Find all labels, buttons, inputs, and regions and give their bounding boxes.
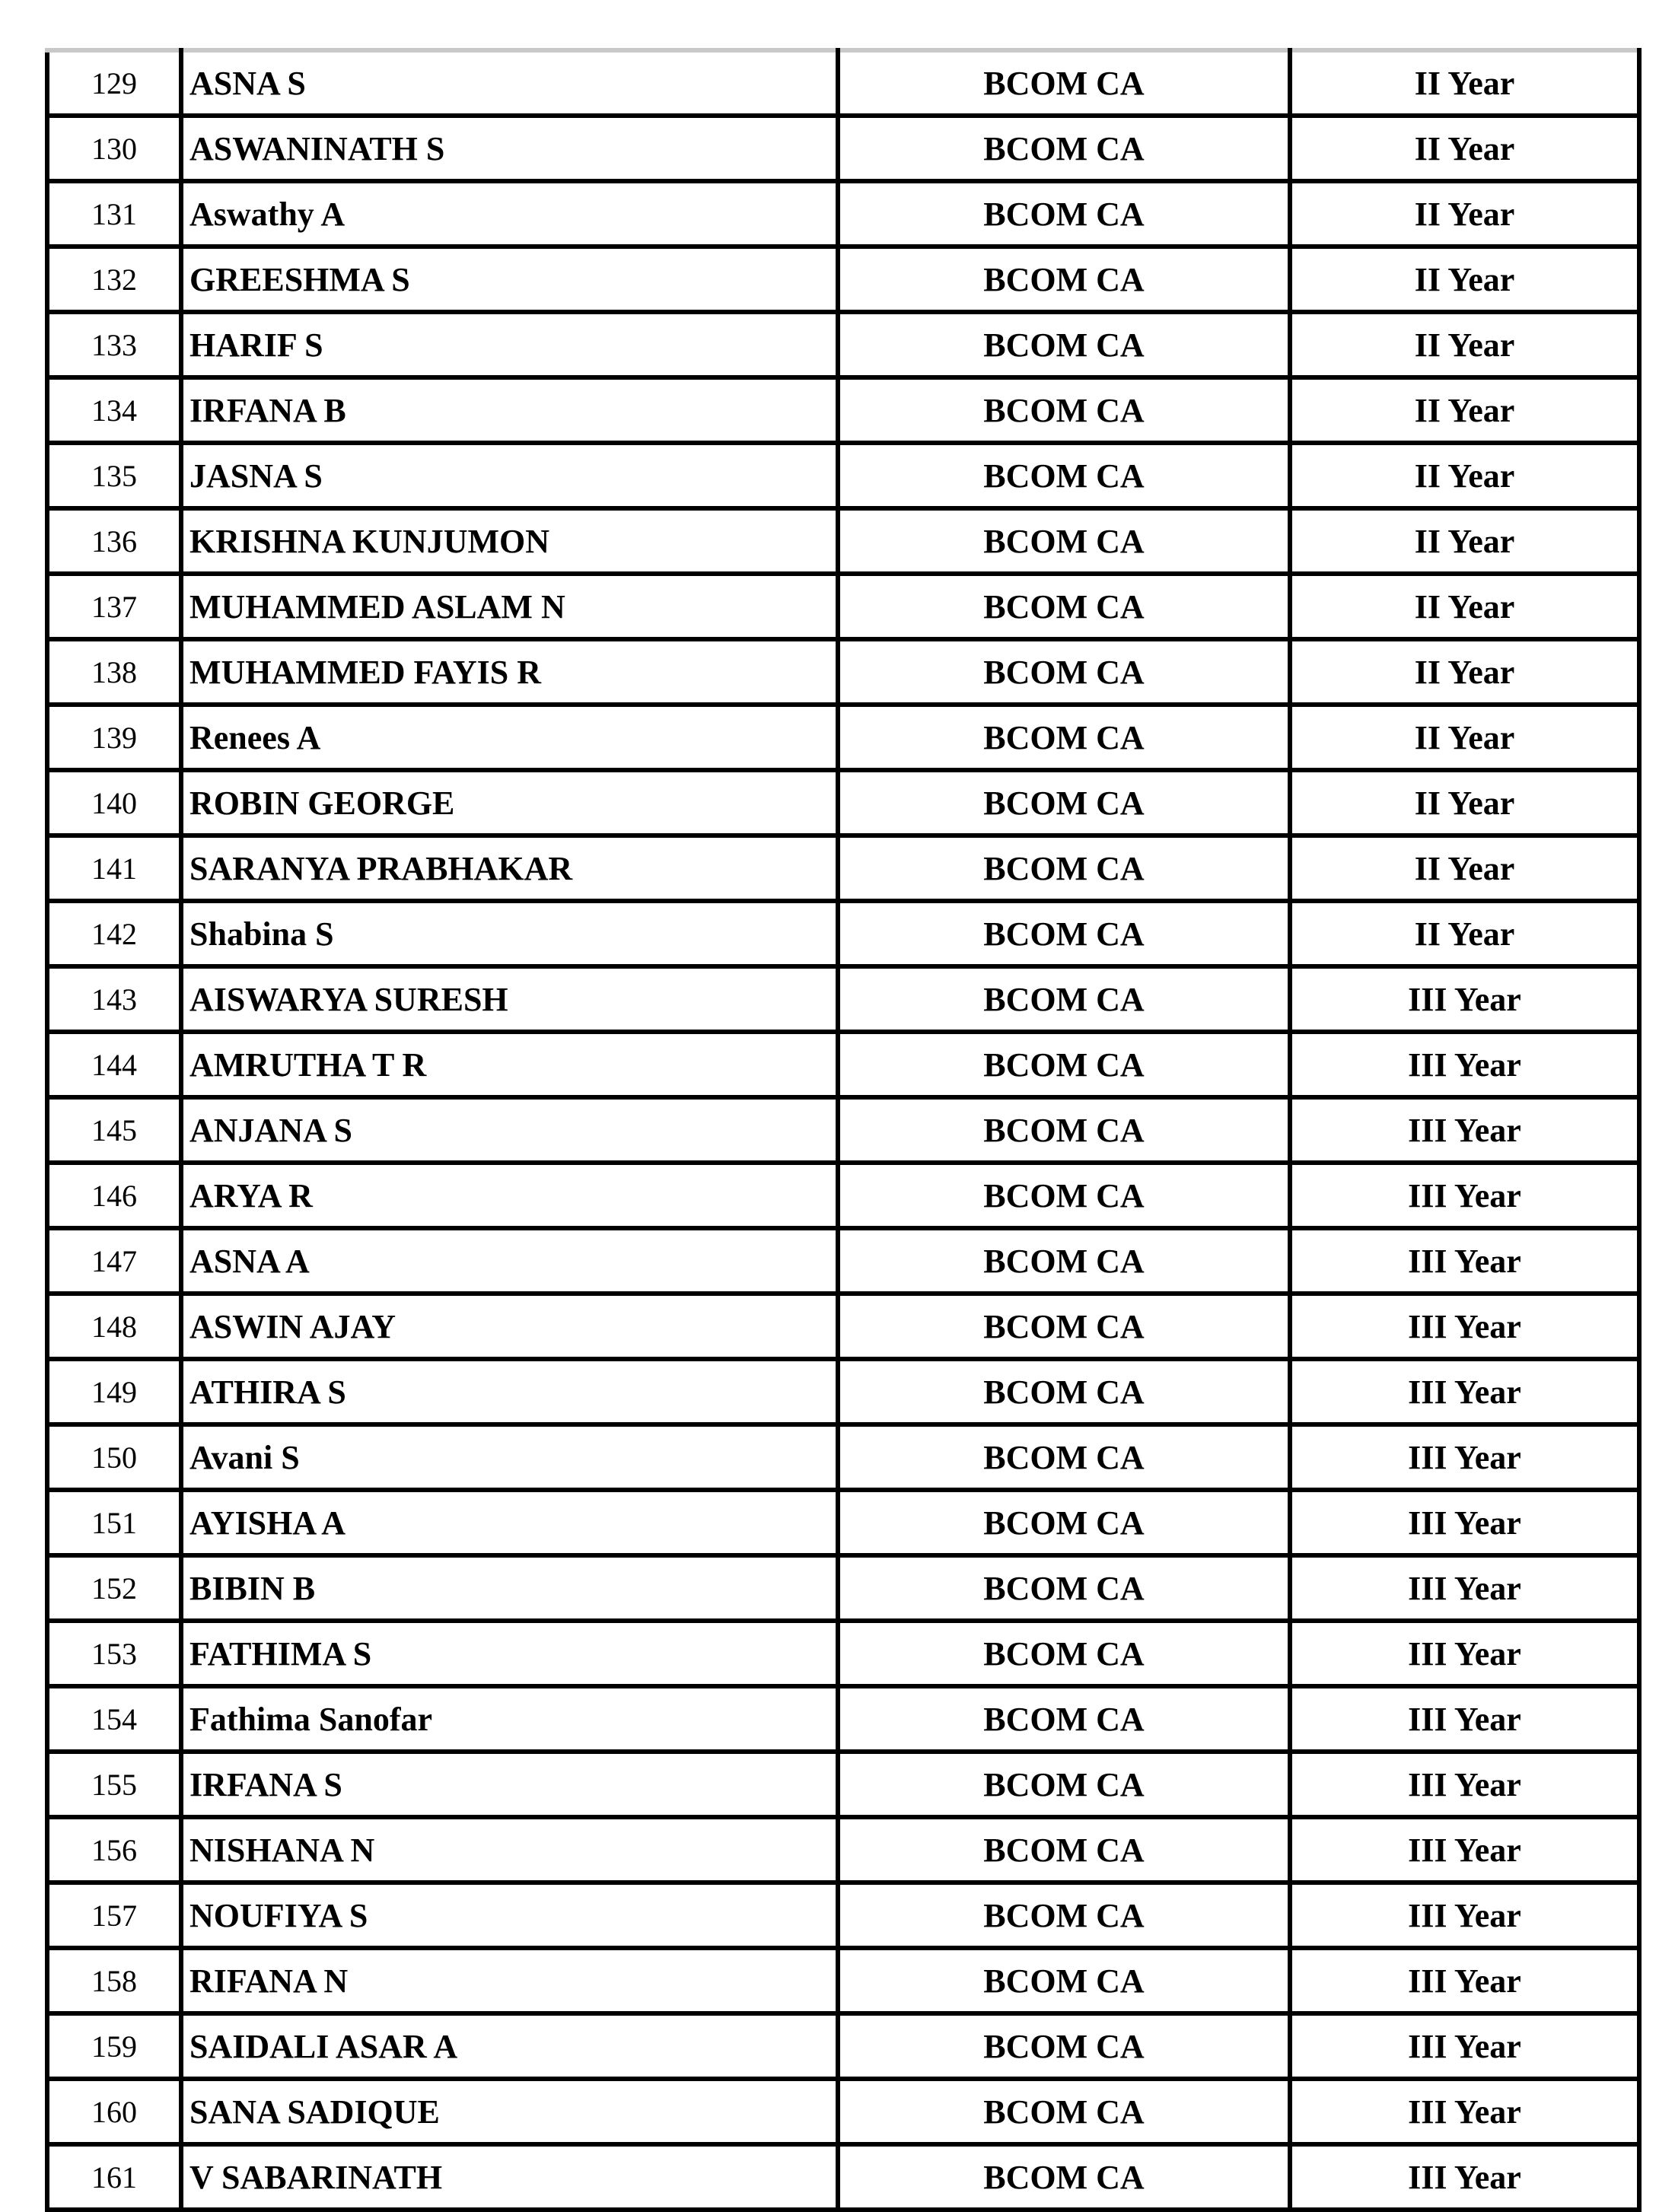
table-row bbox=[47, 443, 1639, 508]
serial-number-cell: 130 bbox=[47, 116, 181, 181]
year-cell: III Year bbox=[1290, 1032, 1639, 1097]
student-name-cell: NOUFIYA S bbox=[181, 1883, 838, 1948]
course-cell: BCOM CA bbox=[838, 1948, 1290, 2013]
table-row bbox=[47, 901, 1639, 966]
course-cell: BCOM CA bbox=[838, 1359, 1290, 1424]
year-cell: II Year bbox=[1290, 705, 1639, 770]
student-name-cell: NISHANA N bbox=[181, 1817, 838, 1883]
course-cell: BCOM CA bbox=[838, 2013, 1290, 2079]
course-cell: BCOM CA bbox=[838, 1490, 1290, 1555]
serial-number-cell: 135 bbox=[47, 443, 181, 508]
year-cell: III Year bbox=[1290, 1621, 1639, 1686]
serial-number-cell: 143 bbox=[47, 966, 181, 1032]
serial-number-cell: 160 bbox=[47, 2079, 181, 2144]
serial-number-cell: 131 bbox=[47, 181, 181, 247]
table-row bbox=[47, 1686, 1639, 1752]
course-cell: BCOM CA bbox=[838, 443, 1290, 508]
student-name-cell: IRFANA S bbox=[181, 1752, 838, 1817]
table-row bbox=[47, 1032, 1639, 1097]
serial-number-cell: 153 bbox=[47, 1621, 181, 1686]
course-cell: BCOM CA bbox=[838, 2079, 1290, 2144]
serial-number-cell: 138 bbox=[47, 639, 181, 705]
course-cell: BCOM CA bbox=[838, 377, 1290, 443]
table-row bbox=[47, 770, 1639, 835]
table-row bbox=[47, 1294, 1639, 1359]
serial-number-cell: 155 bbox=[47, 1752, 181, 1817]
student-name-cell: ROBIN GEORGE bbox=[181, 770, 838, 835]
course-cell: BCOM CA bbox=[838, 116, 1290, 181]
serial-number-cell: 129 bbox=[47, 50, 181, 116]
year-cell: III Year bbox=[1290, 1752, 1639, 1817]
year-cell: III Year bbox=[1290, 2013, 1639, 2079]
year-cell: II Year bbox=[1290, 835, 1639, 901]
course-cell: BCOM CA bbox=[838, 1555, 1290, 1621]
course-cell: BCOM CA bbox=[838, 1294, 1290, 1359]
course-cell: BCOM CA bbox=[838, 705, 1290, 770]
serial-number-cell: 154 bbox=[47, 1686, 181, 1752]
student-name-cell: Aswathy A bbox=[181, 181, 838, 247]
course-cell: BCOM CA bbox=[838, 1752, 1290, 1817]
year-cell: II Year bbox=[1290, 377, 1639, 443]
table-row bbox=[47, 50, 1639, 116]
year-cell: II Year bbox=[1290, 50, 1639, 116]
student-name-cell: Avani S bbox=[181, 1424, 838, 1490]
table-row bbox=[47, 116, 1639, 181]
year-cell: III Year bbox=[1290, 1817, 1639, 1883]
year-cell: II Year bbox=[1290, 901, 1639, 966]
course-cell: BCOM CA bbox=[838, 966, 1290, 1032]
table-row bbox=[47, 2013, 1639, 2079]
student-name-cell: ASWIN AJAY bbox=[181, 1294, 838, 1359]
course-cell: BCOM CA bbox=[838, 835, 1290, 901]
year-cell: III Year bbox=[1290, 1424, 1639, 1490]
table-row bbox=[47, 1621, 1639, 1686]
serial-number-cell: 144 bbox=[47, 1032, 181, 1097]
table-row bbox=[47, 2079, 1639, 2144]
serial-number-cell: 132 bbox=[47, 247, 181, 312]
serial-number-cell: 137 bbox=[47, 574, 181, 639]
year-cell: III Year bbox=[1290, 1686, 1639, 1752]
year-cell: III Year bbox=[1290, 1359, 1639, 1424]
serial-number-cell: 139 bbox=[47, 705, 181, 770]
table-row bbox=[47, 2144, 1639, 2210]
student-name-cell: FATHIMA S bbox=[181, 1621, 838, 1686]
course-cell: BCOM CA bbox=[838, 639, 1290, 705]
table-row bbox=[47, 1359, 1639, 1424]
course-cell: BCOM CA bbox=[838, 312, 1290, 377]
year-cell: III Year bbox=[1290, 1555, 1639, 1621]
serial-number-cell: 142 bbox=[47, 901, 181, 966]
year-cell: III Year bbox=[1290, 2079, 1639, 2144]
serial-number-cell: 152 bbox=[47, 1555, 181, 1621]
year-cell: II Year bbox=[1290, 574, 1639, 639]
course-cell: BCOM CA bbox=[838, 508, 1290, 574]
course-cell: BCOM CA bbox=[838, 1097, 1290, 1163]
table-row bbox=[47, 1752, 1639, 1817]
course-cell: BCOM CA bbox=[838, 1686, 1290, 1752]
year-cell: III Year bbox=[1290, 1097, 1639, 1163]
course-cell: BCOM CA bbox=[838, 901, 1290, 966]
student-list-body bbox=[47, 50, 1639, 2210]
serial-number-cell: 134 bbox=[47, 377, 181, 443]
table-row bbox=[47, 1490, 1639, 1555]
student-name-cell: ARYA R bbox=[181, 1163, 838, 1228]
student-name-cell: ASNA A bbox=[181, 1228, 838, 1294]
course-cell: BCOM CA bbox=[838, 181, 1290, 247]
table-row bbox=[47, 312, 1639, 377]
serial-number-cell: 156 bbox=[47, 1817, 181, 1883]
table-row bbox=[47, 508, 1639, 574]
year-cell: III Year bbox=[1290, 1948, 1639, 2013]
serial-number-cell: 133 bbox=[47, 312, 181, 377]
table-row bbox=[47, 247, 1639, 312]
student-name-cell: AYISHA A bbox=[181, 1490, 838, 1555]
student-list-table bbox=[45, 48, 1642, 2212]
student-name-cell: ASNA S bbox=[181, 50, 838, 116]
serial-number-cell: 141 bbox=[47, 835, 181, 901]
table-row bbox=[47, 1883, 1639, 1948]
table-row bbox=[47, 705, 1639, 770]
serial-number-cell: 150 bbox=[47, 1424, 181, 1490]
table-row bbox=[47, 377, 1639, 443]
serial-number-cell: 145 bbox=[47, 1097, 181, 1163]
course-cell: BCOM CA bbox=[838, 1032, 1290, 1097]
course-cell: BCOM CA bbox=[838, 574, 1290, 639]
table-row bbox=[47, 1424, 1639, 1490]
student-name-cell: IRFANA B bbox=[181, 377, 838, 443]
year-cell: II Year bbox=[1290, 508, 1639, 574]
student-name-cell: MUHAMMED FAYIS R bbox=[181, 639, 838, 705]
year-cell: II Year bbox=[1290, 443, 1639, 508]
table-row bbox=[47, 639, 1639, 705]
student-name-cell: ANJANA S bbox=[181, 1097, 838, 1163]
serial-number-cell: 136 bbox=[47, 508, 181, 574]
course-cell: BCOM CA bbox=[838, 1883, 1290, 1948]
course-cell: BCOM CA bbox=[838, 247, 1290, 312]
student-name-cell: SANA SADIQUE bbox=[181, 2079, 838, 2144]
serial-number-cell: 151 bbox=[47, 1490, 181, 1555]
year-cell: III Year bbox=[1290, 1883, 1639, 1948]
student-name-cell: BIBIN B bbox=[181, 1555, 838, 1621]
year-cell: II Year bbox=[1290, 312, 1639, 377]
serial-number-cell: 158 bbox=[47, 1948, 181, 2013]
year-cell: II Year bbox=[1290, 639, 1639, 705]
course-cell: BCOM CA bbox=[838, 1817, 1290, 1883]
student-name-cell: Renees A bbox=[181, 705, 838, 770]
table-row bbox=[47, 1163, 1639, 1228]
serial-number-cell: 149 bbox=[47, 1359, 181, 1424]
table-row bbox=[47, 1555, 1639, 1621]
year-cell: III Year bbox=[1290, 1294, 1639, 1359]
student-name-cell: KRISHNA KUNJUMON bbox=[181, 508, 838, 574]
table-row bbox=[47, 181, 1639, 247]
serial-number-cell: 161 bbox=[47, 2144, 181, 2210]
table-row bbox=[47, 1948, 1639, 2013]
student-name-cell: SAIDALI ASAR A bbox=[181, 2013, 838, 2079]
student-name-cell: HARIF S bbox=[181, 312, 838, 377]
table-row bbox=[47, 1097, 1639, 1163]
student-name-cell: MUHAMMED ASLAM N bbox=[181, 574, 838, 639]
serial-number-cell: 147 bbox=[47, 1228, 181, 1294]
table-row bbox=[47, 835, 1639, 901]
year-cell: III Year bbox=[1290, 1490, 1639, 1555]
student-name-cell: RIFANA N bbox=[181, 1948, 838, 2013]
serial-number-cell: 140 bbox=[47, 770, 181, 835]
year-cell: III Year bbox=[1290, 1228, 1639, 1294]
year-cell: II Year bbox=[1290, 181, 1639, 247]
serial-number-cell: 159 bbox=[47, 2013, 181, 2079]
table-row bbox=[47, 1228, 1639, 1294]
year-cell: II Year bbox=[1290, 247, 1639, 312]
course-cell: BCOM CA bbox=[838, 1621, 1290, 1686]
course-cell: BCOM CA bbox=[838, 770, 1290, 835]
course-cell: BCOM CA bbox=[838, 1424, 1290, 1490]
table-row bbox=[47, 574, 1639, 639]
student-name-cell: ATHIRA S bbox=[181, 1359, 838, 1424]
year-cell: III Year bbox=[1290, 966, 1639, 1032]
student-name-cell: Shabina S bbox=[181, 901, 838, 966]
serial-number-cell: 146 bbox=[47, 1163, 181, 1228]
serial-number-cell: 148 bbox=[47, 1294, 181, 1359]
serial-number-cell: 157 bbox=[47, 1883, 181, 1948]
year-cell: II Year bbox=[1290, 116, 1639, 181]
student-name-cell: GREESHMA S bbox=[181, 247, 838, 312]
course-cell: BCOM CA bbox=[838, 1163, 1290, 1228]
student-name-cell: ASWANINATH S bbox=[181, 116, 838, 181]
table-row bbox=[47, 966, 1639, 1032]
year-cell: II Year bbox=[1290, 770, 1639, 835]
student-name-cell: AMRUTHA T R bbox=[181, 1032, 838, 1097]
student-name-cell: SARANYA PRABHAKAR bbox=[181, 835, 838, 901]
student-name-cell: Fathima Sanofar bbox=[181, 1686, 838, 1752]
student-name-cell: AISWARYA SURESH bbox=[181, 966, 838, 1032]
course-cell: BCOM CA bbox=[838, 2144, 1290, 2210]
student-name-cell: V SABARINATH bbox=[181, 2144, 838, 2210]
year-cell: III Year bbox=[1290, 1163, 1639, 1228]
student-name-cell: JASNA S bbox=[181, 443, 838, 508]
year-cell: III Year bbox=[1290, 2144, 1639, 2210]
course-cell: BCOM CA bbox=[838, 50, 1290, 116]
table-row bbox=[47, 1817, 1639, 1883]
course-cell: BCOM CA bbox=[838, 1228, 1290, 1294]
